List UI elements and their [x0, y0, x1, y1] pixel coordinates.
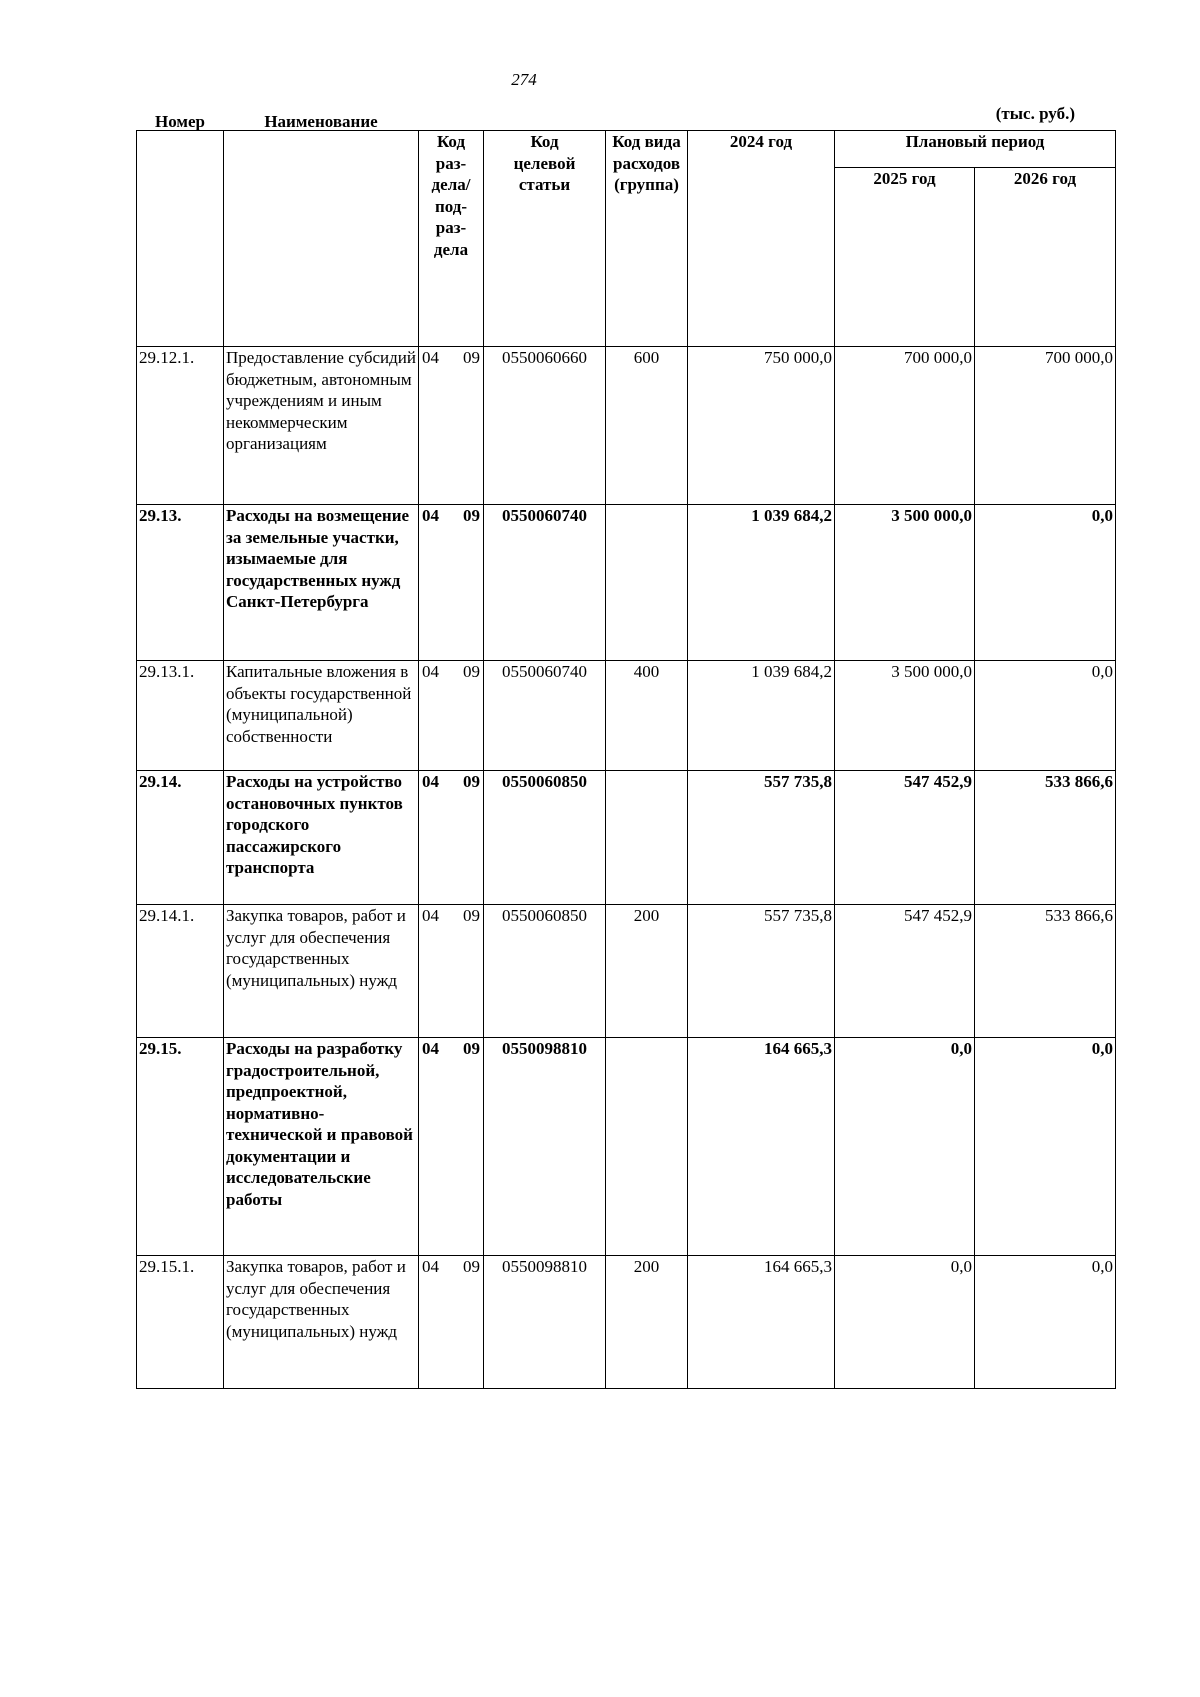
row-section-code — [419, 347, 484, 505]
row-section: 04 — [422, 772, 439, 791]
row-name: Расходы на разработку градостроительной, предпроектной, нормативно-технической и правовой документации и исследовательские работы — [224, 1038, 419, 1256]
row-value-2025: 547 452,9 — [835, 771, 975, 905]
row-value-2024: 1 039 684,2 — [688, 661, 835, 771]
row-expense-kind — [606, 1038, 688, 1256]
header-planning-period: Плановый период — [835, 131, 1116, 168]
row-name: Расходы на устройство остановочных пунктов городского пассажирского транспорта — [224, 771, 419, 905]
table-row — [137, 1256, 1116, 1389]
row-section-code — [419, 905, 484, 1038]
row-name: Капитальные вложения в объекты государственной (муниципальной) собственности — [224, 661, 419, 771]
row-value-2024: 164 665,3 — [688, 1256, 835, 1389]
row-section: 04 — [422, 1039, 439, 1058]
row-expense-kind: 200 — [606, 905, 688, 1038]
table-row — [137, 661, 1116, 771]
row-section-code — [419, 661, 484, 771]
row-name: Предоставление субсидий бюджетным, автономным учреждениям и иным некоммерческим организациям — [224, 347, 419, 505]
row-number: 29.12.1. — [137, 347, 224, 505]
row-expense-kind — [606, 505, 688, 661]
row-section-code — [419, 1038, 484, 1256]
row-section: 04 — [422, 662, 439, 681]
row-subsection: 09 — [463, 772, 480, 791]
row-subsection: 09 — [463, 662, 480, 681]
row-value-2026: 0,0 — [975, 661, 1116, 771]
row-expense-kind: 600 — [606, 347, 688, 505]
row-value-2025: 547 452,9 — [835, 905, 975, 1038]
row-subsection: 09 — [463, 906, 480, 925]
row-value-2025: 0,0 — [835, 1038, 975, 1256]
row-value-2025: 3 500 000,0 — [835, 505, 975, 661]
row-number: 29.15. — [137, 1038, 224, 1256]
row-name: Закупка товаров, работ и услуг для обеспечения государственных (муниципальных) нужд — [224, 905, 419, 1038]
row-target-code: 0550098810 — [484, 1038, 606, 1256]
row-value-2026: 533 866,6 — [975, 771, 1116, 905]
header-year-2026: 2026 год — [975, 168, 1116, 347]
table-body — [137, 347, 1116, 1389]
row-value-2026: 0,0 — [975, 505, 1116, 661]
row-value-2024: 557 735,8 — [688, 905, 835, 1038]
row-value-2026: 0,0 — [975, 1256, 1116, 1389]
table-row — [137, 1038, 1116, 1256]
row-subsection: 09 — [463, 348, 480, 367]
row-number: 29.14.1. — [137, 905, 224, 1038]
row-name: Закупка товаров, работ и услуг для обеспечения государственных (муниципальных) нужд — [224, 1256, 419, 1389]
row-target-code: 0550060740 — [484, 661, 606, 771]
row-number: 29.13. — [137, 505, 224, 661]
header-name: Наименование — [224, 131, 419, 347]
header-number: Номер — [137, 131, 224, 347]
row-section: 04 — [422, 506, 439, 525]
row-section-code — [419, 771, 484, 905]
header-target-code: Код целевой статьи — [484, 131, 606, 347]
row-target-code: 0550098810 — [484, 1256, 606, 1389]
row-value-2025: 3 500 000,0 — [835, 661, 975, 771]
header-row-top — [137, 131, 1116, 168]
row-target-code: 0550060740 — [484, 505, 606, 661]
row-expense-kind — [606, 771, 688, 905]
row-subsection: 09 — [463, 1039, 480, 1058]
row-value-2026: 700 000,0 — [975, 347, 1116, 505]
table-row — [137, 347, 1116, 505]
header-year-2024: 2024 год — [688, 131, 835, 347]
row-value-2026: 0,0 — [975, 1038, 1116, 1256]
row-target-code: 0550060850 — [484, 905, 606, 1038]
row-section-code — [419, 1256, 484, 1389]
row-value-2024: 1 039 684,2 — [688, 505, 835, 661]
row-value-2025: 0,0 — [835, 1256, 975, 1389]
row-value-2024: 164 665,3 — [688, 1038, 835, 1256]
row-section: 04 — [422, 348, 439, 367]
row-value-2024: 750 000,0 — [688, 347, 835, 505]
row-number: 29.15.1. — [137, 1256, 224, 1389]
row-section-code — [419, 505, 484, 661]
row-expense-kind: 200 — [606, 1256, 688, 1389]
table-row — [137, 905, 1116, 1038]
table-row — [137, 505, 1116, 661]
header-section-code: Код раз- дела/ под- раз- дела — [419, 131, 484, 347]
page-number: 274 — [511, 70, 537, 89]
row-value-2025: 700 000,0 — [835, 347, 975, 505]
table-row — [137, 771, 1116, 905]
row-target-code: 0550060850 — [484, 771, 606, 905]
units-label: (тыс. руб.) — [995, 104, 1075, 123]
row-name: Расходы на возмещение за земельные участки, изымаемые для государственных нужд Санкт-Петербурга — [224, 505, 419, 661]
row-value-2024: 557 735,8 — [688, 771, 835, 905]
row-number: 29.13.1. — [137, 661, 224, 771]
row-expense-kind: 400 — [606, 661, 688, 771]
header-year-2025: 2025 год — [835, 168, 975, 347]
row-number: 29.14. — [137, 771, 224, 905]
row-section: 04 — [422, 1257, 439, 1276]
row-subsection: 09 — [463, 506, 480, 525]
row-subsection: 09 — [463, 1257, 480, 1276]
row-value-2026: 533 866,6 — [975, 905, 1116, 1038]
header-expense-kind: Код вида расходов (группа) — [606, 131, 688, 347]
row-section: 04 — [422, 906, 439, 925]
row-target-code: 0550060660 — [484, 347, 606, 505]
